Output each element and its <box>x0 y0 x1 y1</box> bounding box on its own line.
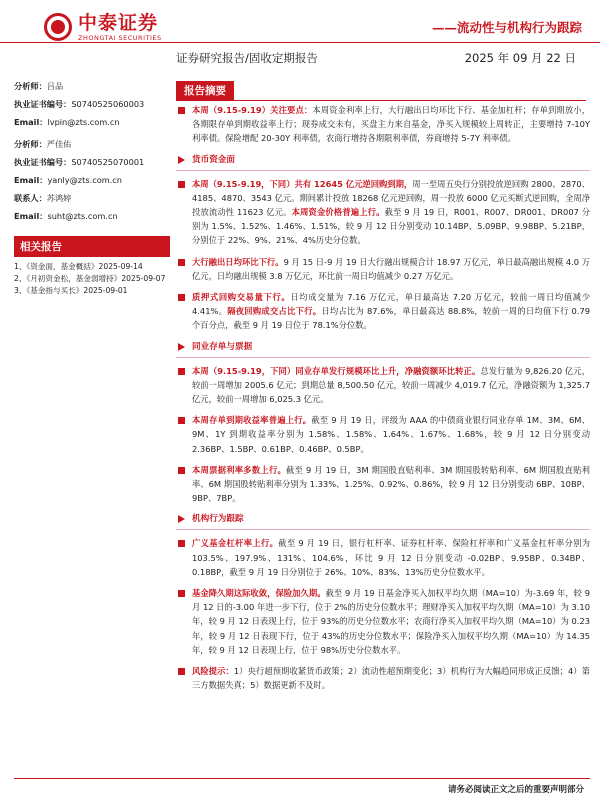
related-reports-heading: 相关报告 <box>14 236 170 257</box>
logo-en-text: ZHONGTAI SECURITIES <box>78 34 162 42</box>
body-paragraph: 本周（9.15-9.19，下同）同业存单发行规模环比上升，净融资额环比转正。总发行量为 9,826.20 亿元，较前一周增加 2005.6 亿元；到期总量 8,500.50 亿元，较前一周减少 4,019.7 亿元，净融资额为 1,325.7 亿元，较前一周增加 6,025.3 亿元。 <box>176 364 590 407</box>
analyst-row: Email：lvpin@zts.com.cn <box>14 117 120 127</box>
subheader <box>176 50 576 66</box>
square-bullet-icon <box>178 259 185 266</box>
summary-paragraph: 本周（9.15-9.19）关注要点：本周资金利率上行，大行融出日均环比下行、基金加杠杆；存单到期放小，各期限存单到期收益率上行；现券成交未有，买盘主力来自基金，净买入规模较上周转正，主要增持 7-10Y 利率债。保险增配 20-30Y 利率债，农商行增持各期限利率债，券商增持 5-7Y 利率债。 <box>176 103 590 146</box>
analyst-row: 分析师：吕品 <box>14 81 64 91</box>
analyst-row: Email：suht@zts.com.cn <box>14 211 118 221</box>
summary-heading: 报告摘要 <box>176 79 586 101</box>
logo-mark-icon <box>44 13 72 41</box>
related-report-item[interactable]: 2、《月初资金松，基金弱增持》2025-09-07 <box>14 274 166 283</box>
square-bullet-icon <box>178 668 185 675</box>
triangle-marker-icon <box>178 156 185 164</box>
triangle-marker-icon <box>178 515 185 523</box>
section-divider <box>176 170 590 171</box>
body-paragraph: 本周票据利率多数上行。截至 9 月 19 日，3M 期国股直贴利率、3M 期国股转贴利率、6M 期国股直贴利率、6M 期国股转贴利率分别为 1.33%、1.25%、0.92%、0.86%，较 9 月 12 日分别变动 6BP、10BP、9BP、7BP。 <box>176 463 590 506</box>
triangle-marker-icon <box>178 343 185 351</box>
section-heading: 机构行为跟踪 <box>176 512 590 526</box>
square-bullet-icon <box>178 107 185 114</box>
square-bullet-icon <box>178 540 185 547</box>
body-paragraph: 本周存单到期收益率普遍上行。截至 9 月 19 日，评级为 AAA 的中债商业银行同业存单 1M、3M、6M、9M、1Y 到期收益率分别为 1.58%、1.58%、1.64%、1.67%、1.68%，较 9 月 12 日分别变动 2.36BP、1.5BP、0.61BP、0.46BP、0.5BP。 <box>176 413 590 456</box>
section-heading: 货币资金面 <box>176 153 590 167</box>
risk-warning-paragraph: 风险提示：1）央行超预期收紧货币政策；2）流动性超预期变化；3）机构行为大幅趋同形成正反馈；4）第三方数据失真；5）数据更新不及时。 <box>176 664 590 692</box>
analyst-row: 执业证书编号：S0740525070001 <box>14 157 145 167</box>
analyst-row: 联系人：苏鸿婷 <box>14 193 72 203</box>
square-bullet-icon <box>178 294 185 301</box>
sidebar <box>14 80 170 297</box>
report-series-title: ——流动性与机构行为跟踪 <box>431 20 582 35</box>
email-link[interactable]: suht@zts.com.cn <box>47 211 118 221</box>
body-paragraph: 基金降久期这际收敛，保险加久期。截至 9 月 19 日基金净买入加权平均久期（MA=10）为-3.69 年，较 9 月 12 日的-3.00 年进一步下行，位于 2%的历史分位数水平；理财净买入加权平均久期（MA=10）为 3.10 年，较 9 月 12 日表现上行，位于 93%的历史分位数水平；农商行净买入加权平均久期（MA=10）为 0.23 年，较 9 月 12 日表现下行，位于 43%的历史分位数水平；保险净买入加权平均久期（MA=10）为 14.35 年，较 9 月 12 日表现上行，位于 98%历史分位数水平。 <box>176 586 590 657</box>
analyst-row: Email：yanly@zts.com.cn <box>14 175 122 185</box>
body-paragraph: 本周（9.15-9.19，下同）共有 12645 亿元逆回购到期，周一至周五央行分别投放逆回购 2800、2870、4185、4870、3543 亿元。期间累计投放 18268 亿元逆回购，周一投放 6000 亿元买断式逆回购，全周净投放流动性 11623 亿元。本周资金价格普遍上行。截至 9 月 19 日，R001、R007、DR001、DR007 分别为 1.5%、1.52%、1.46%、1.51%，较 9 月 12 日分别变动 10.14BP、5.09BP、9.98BP、5.21BP，分别位于 22%、9%、21%、4%历史分位数。 <box>176 177 590 248</box>
header-divider <box>0 42 600 43</box>
company-logo <box>44 8 174 46</box>
square-bullet-icon <box>178 467 185 474</box>
logo-cn-text: 中泰证券 <box>78 12 159 34</box>
section-divider <box>176 357 590 358</box>
email-link[interactable]: lvpin@zts.com.cn <box>47 117 120 127</box>
square-bullet-icon <box>178 181 185 188</box>
footer-disclaimer: 请务必阅读正文之后的重要声明部分 <box>447 785 584 795</box>
related-reports-list <box>14 261 170 296</box>
body-paragraph: 质押式回购交易量下行。日均成交量为 7.16 万亿元，单日最高达 7.20 万亿元，较前一周日均值减少 4.41%。隔夜回购成交占比下行。日均占比为 87.6%，单日最高达 88.8%，较前一周的日均值下行 0.79 个百分点，截至 9 月 19 日位于 78.1%分位数。 <box>176 290 590 333</box>
square-bullet-icon <box>178 368 185 375</box>
analyst-row: 分析师：严佳佑 <box>14 139 72 149</box>
section-heading: 同业存单与票据 <box>176 340 590 354</box>
square-bullet-icon <box>178 590 185 597</box>
analyst-row: 执业证书编号：S0740525060003 <box>14 99 145 109</box>
related-report-item[interactable]: 3、《基金指与买长》2025-09-01 <box>14 286 128 295</box>
body-paragraph: 大行融出日均环比下行。9 月 15 日-9 月 19 日大行融出规模合计 18.97 万亿元，单日最高融出规模 4.0 万亿元，日均融出规模 3.8 万亿元，环比前一周日均值减少 0.27 万亿元。 <box>176 255 590 283</box>
body-paragraph: 广义基金杠杆率上行。截至 9 月 19 日，银行杠杆率、证券杠杆率、保险杠杆率和广义基金杠杆率分别为 103.5%、197.9%、131%、104.6%，环比 9 月 12 日分别变动 -0.02BP、9.95BP、0.34BP、0.18BP，截至 9 月 19 日分别位于 26%、10%、83%、13%历史分位数水平。 <box>176 536 590 579</box>
doc-type: 证券研究报告/固收定期报告 <box>176 51 318 65</box>
section-divider <box>176 529 590 530</box>
report-header <box>0 0 600 88</box>
report-date: 2025 年 09 月 22 日 <box>464 51 576 65</box>
footer-divider <box>14 778 590 779</box>
related-report-item[interactable]: 1、《资金面，基金概括》2025-09-14 <box>14 262 143 271</box>
square-bullet-icon <box>178 417 185 424</box>
email-link[interactable]: yanly@zts.com.cn <box>47 175 122 185</box>
report-body <box>176 103 590 700</box>
